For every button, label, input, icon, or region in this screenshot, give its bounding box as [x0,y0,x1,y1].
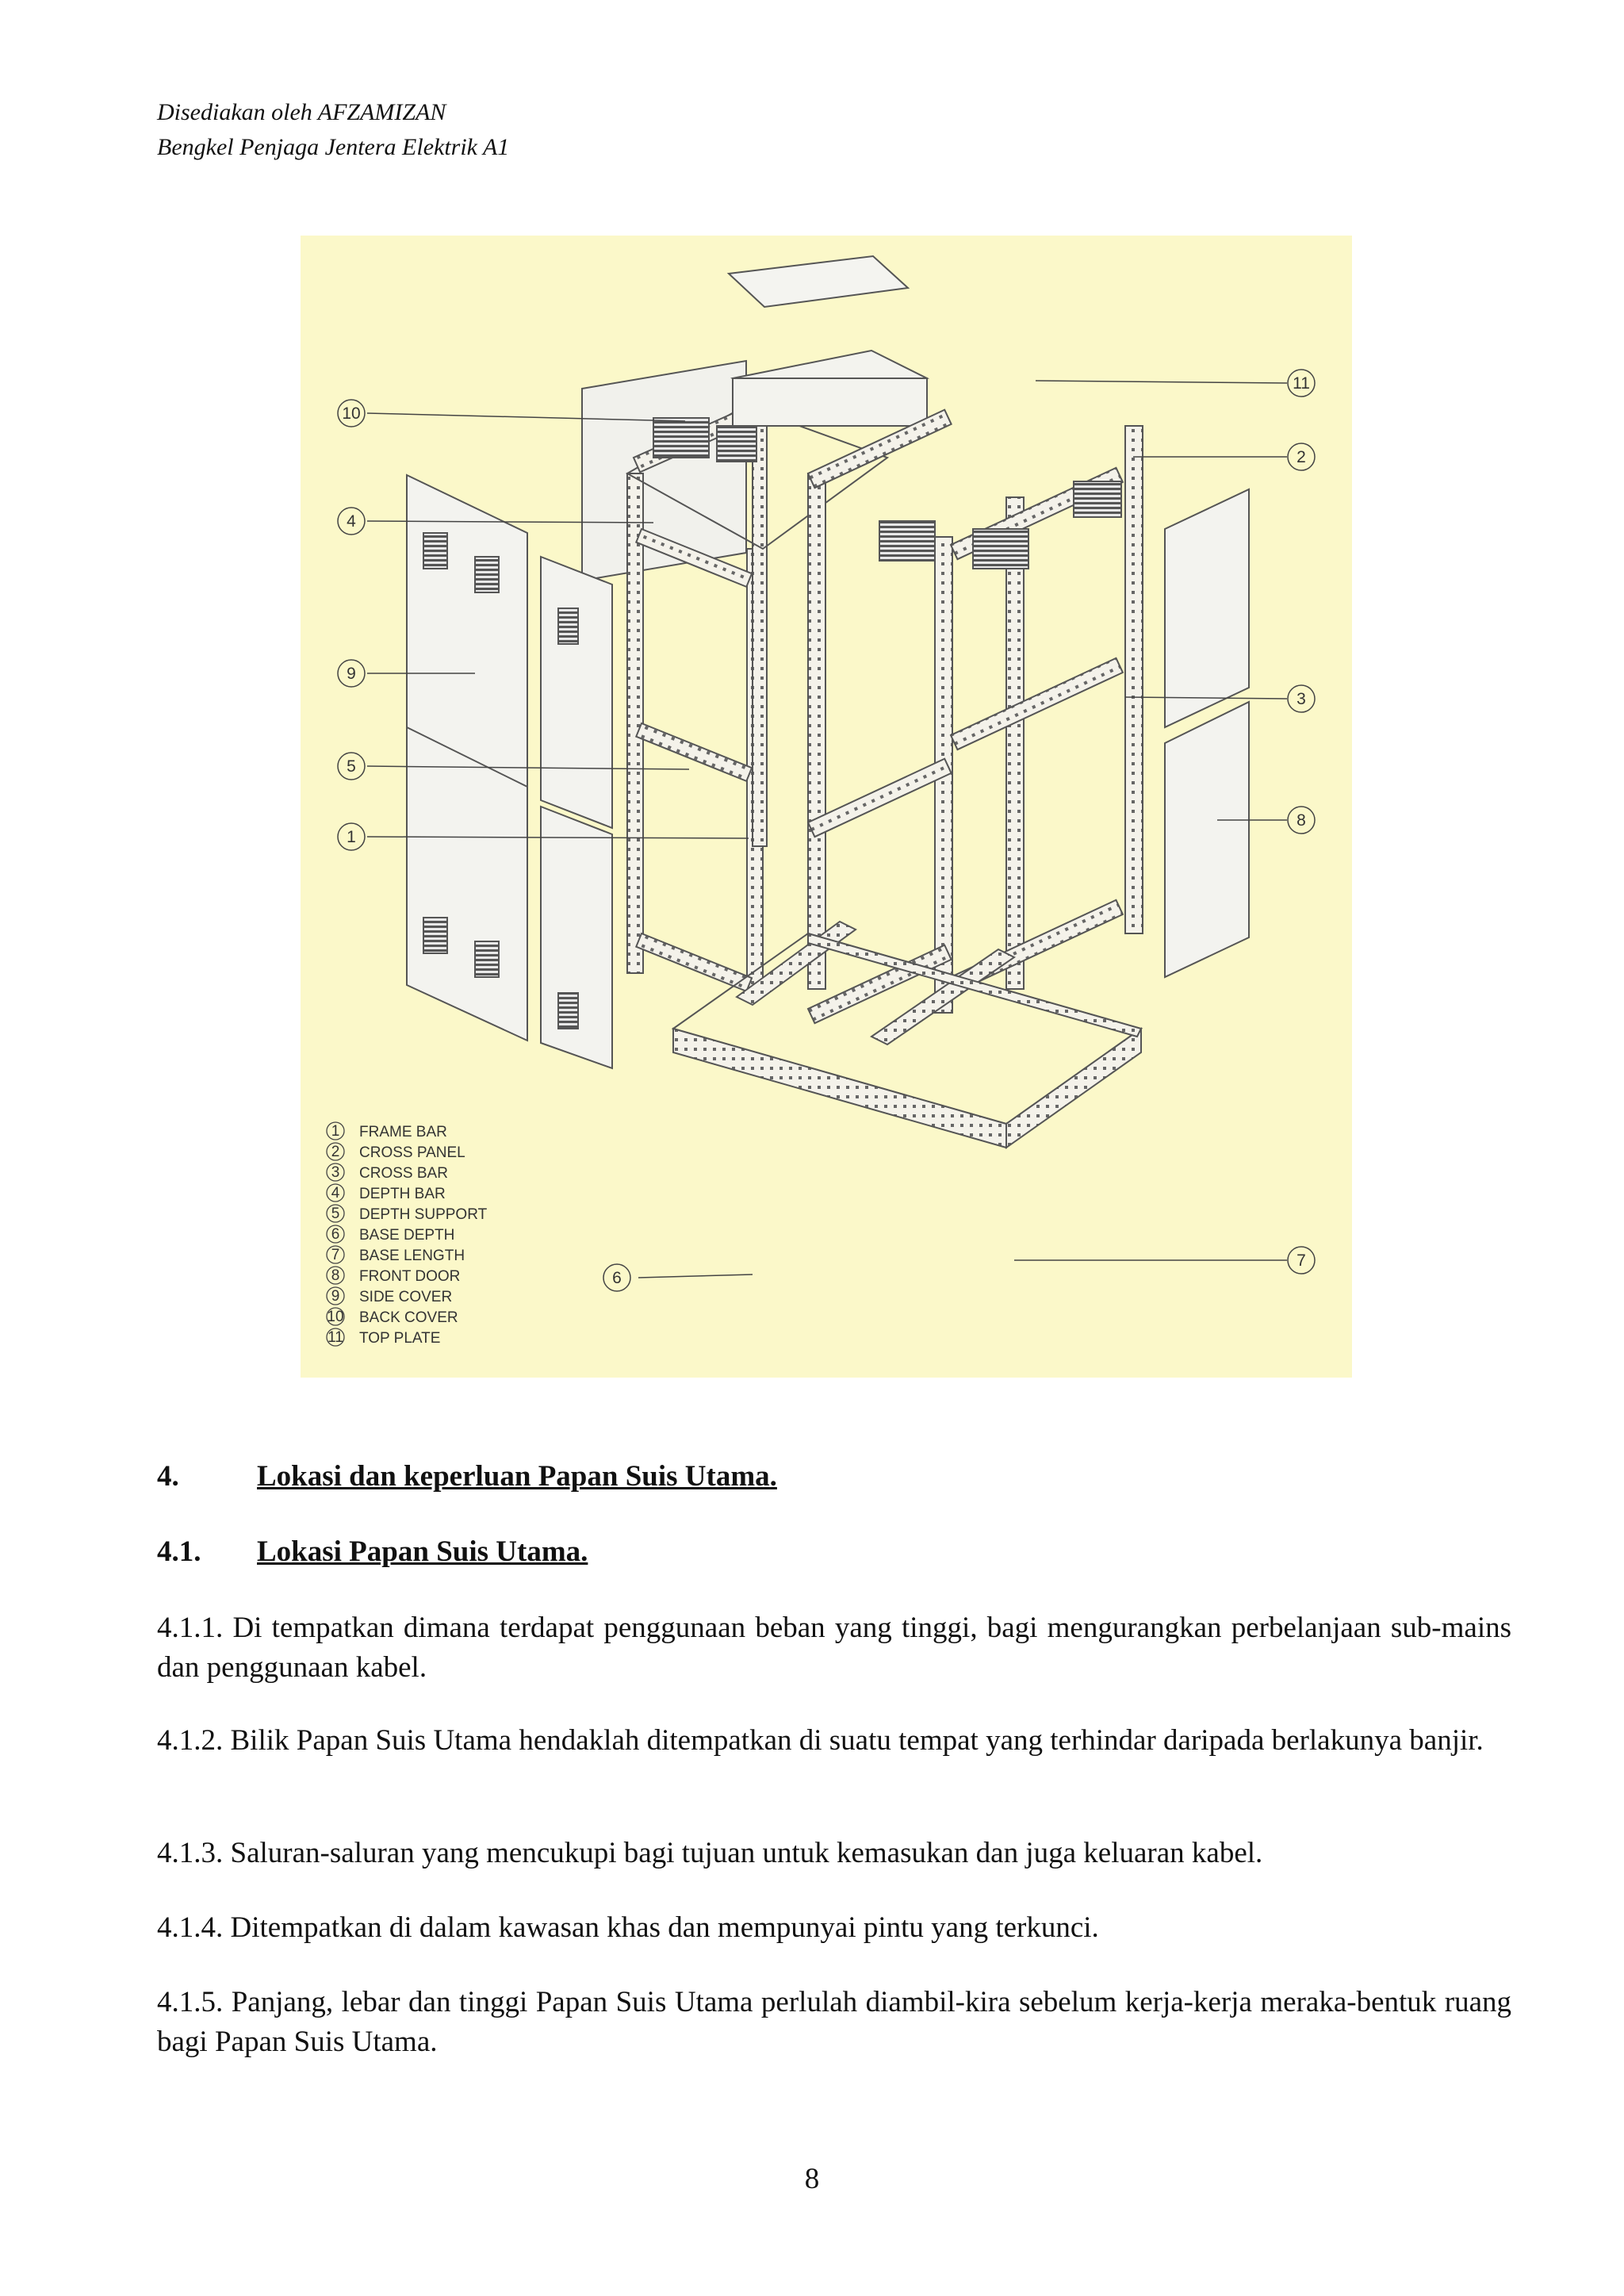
svg-text:7: 7 [1297,1251,1306,1270]
section-4-1-number: 4.1. [157,1535,201,1568]
right-cabinet-frame [733,351,1143,1023]
callout-8 [1288,807,1315,834]
legend-item-4 [327,1184,446,1202]
svg-text:6: 6 [612,1269,622,1287]
svg-text:CROSS PANEL: CROSS PANEL [359,1144,465,1161]
paragraph-4-1-4: 4.1.4. Ditempatkan di dalam kawasan khas dan mempunyai pintu yang terkunci. [157,1911,1099,1944]
svg-text:8: 8 [331,1267,340,1284]
page-number: 8 [804,2163,820,2195]
svg-text:TOP PLATE: TOP PLATE [359,1330,441,1347]
svg-text:FRONT DOOR: FRONT DOOR [359,1268,461,1285]
svg-text:10: 10 [342,404,361,423]
callout-4 [338,508,365,535]
callout-2 [1288,443,1315,470]
header-workshop: Bengkel Penjaga Jentera Elektrik A1 [157,134,510,160]
callout-5 [338,753,365,780]
svg-text:1: 1 [347,828,356,846]
front-doors [1165,489,1249,977]
parts-legend [327,1122,488,1347]
svg-text:5: 5 [347,757,356,776]
paragraph-4-1-2: 4.1.2. Bilik Papan Suis Utama hendaklah ditempatkan di suatu tempat yang terhindar daripada berlakunya banjir. [157,1724,1484,1757]
svg-text:2: 2 [331,1144,340,1160]
svg-text:DEPTH BAR: DEPTH BAR [359,1186,446,1202]
svg-text:BASE LENGTH: BASE LENGTH [359,1248,465,1264]
svg-text:CROSS BAR: CROSS BAR [359,1165,448,1182]
callout-11 [1288,370,1315,397]
svg-text:10: 10 [327,1309,344,1325]
legend-item-6 [327,1225,454,1244]
switchboard-exploded-diagram [301,236,1352,1378]
svg-text:4: 4 [347,512,356,531]
legend-item-2 [327,1143,465,1161]
svg-text:DEPTH SUPPORT: DEPTH SUPPORT [359,1206,488,1223]
svg-text:SIDE COVER: SIDE COVER [359,1289,453,1305]
top-plate [729,256,908,307]
svg-text:1: 1 [331,1123,340,1140]
svg-text:2: 2 [1297,448,1306,466]
section-4-1-title: Lokasi Papan Suis Utama. [257,1535,588,1568]
legend-item-8 [327,1267,460,1285]
svg-text:9: 9 [331,1288,340,1305]
legend-item-3 [327,1163,448,1182]
svg-text:9: 9 [347,665,356,683]
legend-item-11 [327,1328,440,1347]
callout-1 [338,823,365,850]
callout-6 [603,1264,630,1291]
legend-item-7 [327,1246,465,1264]
svg-text:11: 11 [327,1329,343,1346]
paragraph-4-1-1: 4.1.1. Di tempatkan dimana terdapat penggunaan beban yang tinggi, bagi mengurangkan perbelanjaan sub-mains dan penggunaan kabel. [157,1612,1511,1684]
diagram-svg [301,236,1352,1378]
svg-text:3: 3 [331,1164,340,1181]
svg-text:5: 5 [331,1205,340,1222]
paragraph-4-1-3: 4.1.3. Saluran-saluran yang mencukupi bagi tujuan untuk kemasukan dan juga keluaran kabel. [157,1837,1263,1869]
header-author: Disediakan oleh AFZAMIZAN [157,99,446,125]
callout-9 [338,660,365,687]
legend-item-10 [327,1308,458,1326]
callout-7 [1288,1247,1315,1274]
legend-item-5 [327,1205,488,1223]
callout-3 [1288,685,1315,712]
svg-text:4: 4 [331,1185,340,1202]
section-4-number: 4. [157,1460,179,1493]
svg-text:8: 8 [1297,811,1306,830]
callout-10 [338,400,365,427]
svg-text:FRAME BAR: FRAME BAR [359,1124,447,1140]
page-header [157,95,509,165]
svg-text:BASE DEPTH: BASE DEPTH [359,1227,455,1244]
svg-text:7: 7 [331,1247,340,1263]
svg-text:11: 11 [1293,374,1310,393]
base-frame [673,922,1141,1148]
svg-text:BACK COVER: BACK COVER [359,1309,458,1326]
svg-text:6: 6 [331,1226,340,1243]
legend-item-9 [327,1287,452,1305]
paragraph-4-1-5: 4.1.5. Panjang, lebar dan tinggi Papan Suis Utama perlulah diambil-kira sebelum kerja-kerja meraka-bentuk ruang bagi Papan Suis Utama. [157,1986,1511,2058]
section-4-title: Lokasi dan keperluan Papan Suis Utama. [257,1460,777,1493]
legend-item-1 [327,1122,447,1140]
svg-text:3: 3 [1297,690,1306,708]
